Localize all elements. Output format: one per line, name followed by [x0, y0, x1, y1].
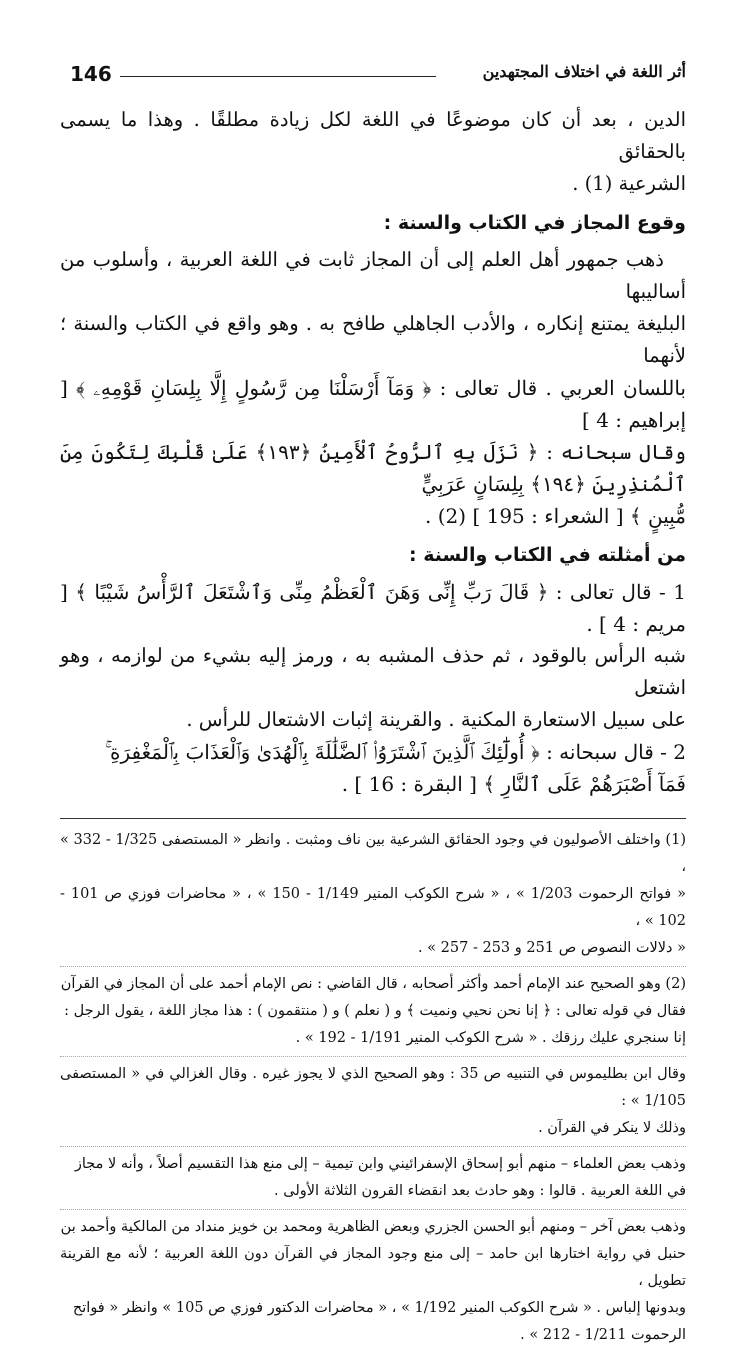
- page-header: [70, 60, 686, 90]
- section1-line-1: ذهب جمهور أهل العلم إلى أن المجاز ثابت في اللغة العربية ، وأسلوب من أساليبها: [60, 248, 686, 303]
- footnote-separator: [60, 1209, 686, 1210]
- section1-line-5: مُّبِينٍ ﴾ [ الشعراء : 195 ] (2) .: [425, 504, 686, 528]
- section1-line-2: البليغة يمتنع إنكاره ، والأدب الجاهلي طافح به . وهو واقع في الكتاب والسنة ؛ لأنهما: [60, 312, 686, 367]
- example1-line-3: على سبيل الاستعارة المكنية . والقرينة إثبات الاشتعال للرأس .: [186, 708, 686, 731]
- footnote-separator: [60, 1146, 686, 1147]
- section1-line-3: باللسان العربي . قال تعالى : ﴿ وَمَآ أَرْسَلْنَا مِن رَّسُولٍ إِلَّا بِلِسَانِ قَوْمِهِۦ ﴾ [ إبراهيم : 4 ]: [60, 376, 686, 432]
- intro-line-1: الدين ، بعد أن كان موضوعًا في اللغة لكل زيادة مطلقًا . وهذا ما يسمى بالحقائق: [60, 108, 686, 163]
- footnote-4-line-2: في اللغة العربية . قالوا : وهو حادث بعد انقضاء القرون الثلاثة الأولى .: [274, 1183, 686, 1199]
- footnote-4-line-1: وذهب بعض العلماء – منهم أبو إسحاق الإسفرائيني وابن تيمية – إلى منع هذا التقسيم أصلاً ، وأنه لا مجاز: [74, 1156, 686, 1172]
- footnote-separator: [60, 1056, 686, 1057]
- footnote-3-line-1: وقال ابن بطليموس في التنبيه ص 35 : وهو الصحيح الذي لا يجوز غيره . وقال الغزالي في « المستصفى 1/105 » :: [60, 1066, 686, 1109]
- example2-line-1: 2 - قال سبحانه : ﴿ أُولَٰٓئِكَ ٱلَّذِينَ ٱشْتَرَوُا۟ ٱلضَّلَٰلَةَ بِٱلْهُدَىٰ وَٱلْعَذَابَ بِٱلْمَغْفِرَةِ ۚ: [105, 740, 686, 764]
- footnote-2-line-1: (2) وهو الصحيح عند الإمام أحمد وأكثر أصحابه ، قال القاضي : نص الإمام أحمد على أن المجاز في القرآن: [60, 976, 686, 992]
- footnote-5-line-1: وذهب بعض آخر – ومنهم أبو الحسن الجزري وبعض الظاهرية ومحمد بن خويز منداد من المالكية وأحمد بن: [60, 1219, 686, 1235]
- footnote-2-line-2: فقال في قوله تعالى : ﴿ إنا نحن نحيي ونميت ﴾ و ( نعلم ) و ( منتقمون ) : هذا مجاز اللغة ، يقول الرجل :: [64, 1003, 686, 1019]
- footnote-3-line-2: وذلك لا ينكر في القرآن .: [538, 1120, 686, 1136]
- example2-line-2: فَمَآ أَصْبَرَهُمْ عَلَى ٱلنَّارِ ﴾ [ البقرة : 16 ] .: [341, 772, 686, 796]
- footnote-2-line-3: إنا سنجري عليك رزقك . « شرح الكوكب المنير 1/191 - 192 » .: [295, 1030, 686, 1046]
- section-heading-examples: من أمثلته في الكتاب والسنة :: [408, 544, 686, 566]
- footnote-1-line-2: « فواتح الرحموت 1/203 » ، « شرح الكوكب المنير 1/149 - 150 » ، « محاضرات فوزي ص 101 - 102 » ،: [60, 886, 687, 929]
- footnote-1-line-3: « دلالات النصوص ص 251 و 253 - 257 » .: [417, 940, 686, 956]
- header-rule: [120, 76, 436, 77]
- section-heading-occurrence: وقوع المجاز في الكتاب والسنة :: [383, 212, 686, 234]
- footnote-5-line-4: الرحموت 1/211 - 212 » .: [520, 1327, 686, 1343]
- example1-line-2: شبه الرأس بالوقود ، ثم حذف المشبه به ، ورمز إليه بشيء من لوازمه ، وهو اشتعل: [60, 644, 686, 699]
- footnote-5-line-2: حنبل في رواية اختارها ابن حامد – إلى منع وجود المجاز في القرآن دون اللغة العربية ؛ لأنه مع القرينة تطويل ،: [60, 1246, 686, 1289]
- footnote-rule: [60, 818, 686, 819]
- intro-line-2: الشرعية (1) .: [572, 172, 686, 195]
- footnote-1-line-1: (1) واختلف الأصوليون في وجود الحقائق الشرعية بين ناف ومثبت . وانظر « المستصفى 1/325 - 332 » ،: [60, 832, 686, 875]
- page-body: [60, 104, 686, 1349]
- page-number: 146: [70, 62, 112, 86]
- example1-line-1: 1 - قال تعالى : ﴿ قَالَ رَبِّ إِنِّى وَهَنَ ٱلْعَظْمُ مِنِّى وَٱشْتَعَلَ ٱلرَّأْسُ شَيْبًا ﴾ [ مريم : 4 ] .: [60, 580, 686, 636]
- footnote-5-line-3: وبدونها إلباس . « شرح الكوكب المنير 1/192 » ، « محاضرات الدكتور فوزي ص 105 » وانظر « فواتح: [72, 1300, 686, 1316]
- footnote-separator: [60, 966, 686, 967]
- running-title: أثر اللغة في اختلاف المجتهدين: [482, 62, 686, 81]
- section1-line-4: وقال سبحانه : ﴿ نَزَلَ بِهِ ٱلرُّوحُ ٱلْأَمِينُ ﴿١٩٣﴾ عَلَىٰ قَلْبِكَ لِتَكُونَ مِنَ ٱلْمُنذِرِينَ ﴿١٩٤﴾ بِلِسَانٍ عَرَبِيٍّ: [60, 440, 686, 496]
